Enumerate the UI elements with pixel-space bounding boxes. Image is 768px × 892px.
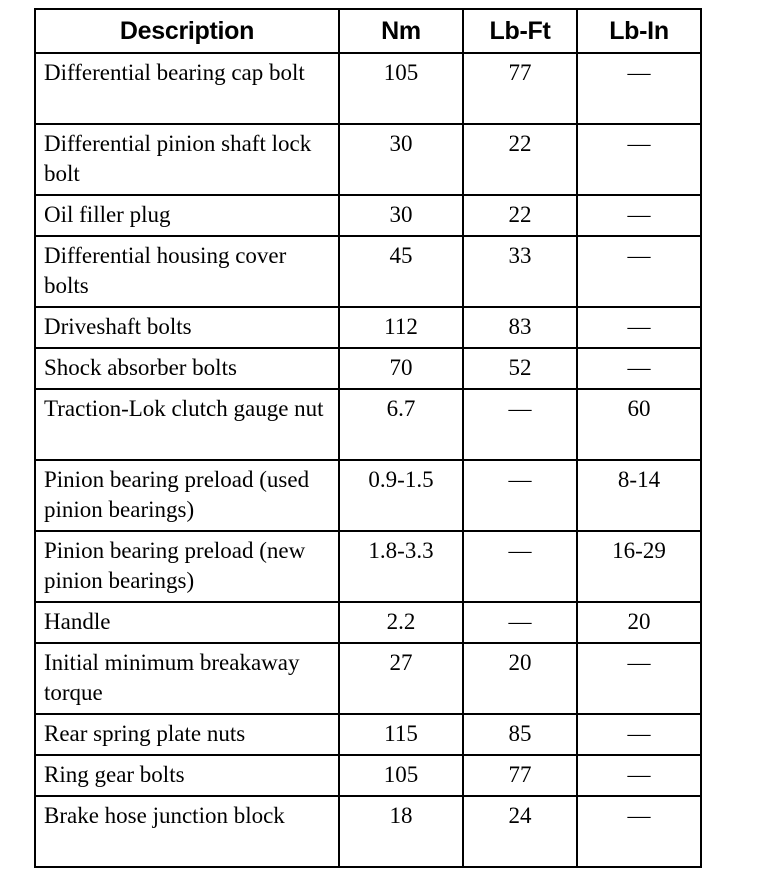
- cell-description: Differential bearing cap bolt: [35, 53, 339, 124]
- cell-nm: 105: [339, 755, 463, 796]
- cell-nm: 2.2: [339, 602, 463, 643]
- cell-nm: 30: [339, 124, 463, 195]
- table-row: [35, 348, 701, 389]
- table-row: [35, 389, 701, 460]
- cell-description: Brake hose junction block: [35, 796, 339, 867]
- table-row: [35, 460, 701, 531]
- cell-lb-in: 8-14: [577, 460, 701, 531]
- cell-nm: 6.7: [339, 389, 463, 460]
- cell-lb-ft: 52: [463, 348, 577, 389]
- cell-nm: 27: [339, 643, 463, 714]
- cell-description: Rear spring plate nuts: [35, 714, 339, 755]
- header-lb-in: Lb-In: [577, 9, 701, 53]
- cell-description: Handle: [35, 602, 339, 643]
- cell-nm: 45: [339, 236, 463, 307]
- cell-description: Ring gear bolts: [35, 755, 339, 796]
- cell-description: Driveshaft bolts: [35, 307, 339, 348]
- table-row: [35, 307, 701, 348]
- cell-description: Shock absorber bolts: [35, 348, 339, 389]
- cell-description: Initial minimum breakaway torque: [35, 643, 339, 714]
- cell-lb-in: 20: [577, 602, 701, 643]
- cell-nm: 105: [339, 53, 463, 124]
- cell-lb-ft: 20: [463, 643, 577, 714]
- cell-lb-in: —: [577, 643, 701, 714]
- table-row: [35, 643, 701, 714]
- table-row: [35, 755, 701, 796]
- cell-lb-ft: 85: [463, 714, 577, 755]
- cell-lb-in: —: [577, 124, 701, 195]
- cell-lb-ft: —: [463, 389, 577, 460]
- table-row: [35, 531, 701, 602]
- table-row: [35, 124, 701, 195]
- cell-lb-in: 60: [577, 389, 701, 460]
- table-row: [35, 714, 701, 755]
- cell-lb-in: —: [577, 714, 701, 755]
- cell-lb-in: —: [577, 307, 701, 348]
- header-description: Description: [35, 9, 339, 53]
- cell-lb-in: —: [577, 796, 701, 867]
- cell-nm: 30: [339, 195, 463, 236]
- header-lb-ft: Lb-Ft: [463, 9, 577, 53]
- cell-description: Differential housing cover bolts: [35, 236, 339, 307]
- cell-description: Differential pinion shaft lock bolt: [35, 124, 339, 195]
- cell-nm: 1.8-3.3: [339, 531, 463, 602]
- torque-spec-table: [34, 8, 702, 868]
- cell-lb-ft: 77: [463, 755, 577, 796]
- cell-nm: 0.9-1.5: [339, 460, 463, 531]
- cell-nm: 18: [339, 796, 463, 867]
- cell-lb-in: —: [577, 236, 701, 307]
- cell-lb-in: 16-29: [577, 531, 701, 602]
- cell-lb-in: —: [577, 53, 701, 124]
- cell-lb-ft: 77: [463, 53, 577, 124]
- table-row: [35, 602, 701, 643]
- cell-lb-ft: 83: [463, 307, 577, 348]
- cell-lb-in: —: [577, 348, 701, 389]
- table-row: [35, 236, 701, 307]
- cell-lb-ft: 22: [463, 124, 577, 195]
- cell-description: Pinion bearing preload (new pinion bearings): [35, 531, 339, 602]
- cell-lb-in: —: [577, 755, 701, 796]
- cell-lb-ft: —: [463, 602, 577, 643]
- table-row: [35, 796, 701, 867]
- cell-lb-ft: —: [463, 531, 577, 602]
- cell-description: Pinion bearing preload (used pinion bearings): [35, 460, 339, 531]
- cell-nm: 115: [339, 714, 463, 755]
- cell-lb-ft: 33: [463, 236, 577, 307]
- table-header-row: [35, 9, 701, 53]
- cell-nm: 112: [339, 307, 463, 348]
- cell-nm: 70: [339, 348, 463, 389]
- cell-lb-ft: 22: [463, 195, 577, 236]
- table-row: [35, 53, 701, 124]
- cell-lb-ft: —: [463, 460, 577, 531]
- table-row: [35, 195, 701, 236]
- cell-description: Oil filler plug: [35, 195, 339, 236]
- cell-description: Traction-Lok clutch gauge nut: [35, 389, 339, 460]
- cell-lb-in: —: [577, 195, 701, 236]
- cell-lb-ft: 24: [463, 796, 577, 867]
- header-nm: Nm: [339, 9, 463, 53]
